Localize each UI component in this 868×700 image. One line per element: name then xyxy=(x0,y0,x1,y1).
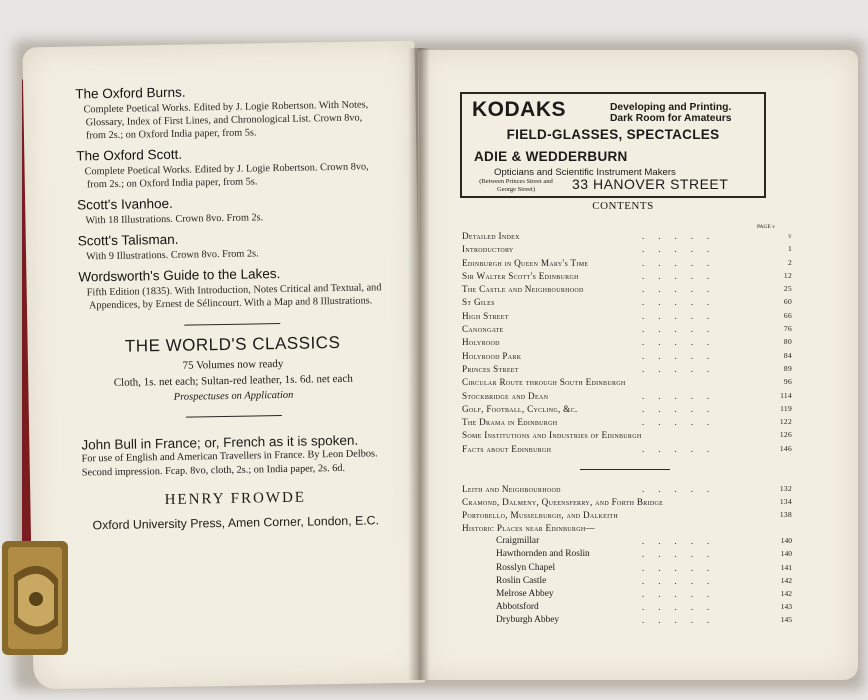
contents-item xyxy=(462,350,792,364)
contents-item-page: 126 xyxy=(779,430,792,440)
contents-item xyxy=(462,523,782,536)
contents-item-label: The Drama in Edinburgh xyxy=(462,417,558,428)
contents-item-page: 60 xyxy=(783,297,792,307)
advert-darkroom: Dark Room for Amateurs xyxy=(610,113,732,124)
contents-item-label: Dryburgh Abbey xyxy=(496,614,560,625)
contents-item-label: Canongate xyxy=(462,324,504,335)
contents-item xyxy=(462,403,792,417)
contents-item xyxy=(462,244,792,257)
contents-item xyxy=(462,297,792,310)
contents-item xyxy=(462,601,792,615)
contents-item xyxy=(462,588,792,602)
leader-dots: ..... xyxy=(642,363,724,374)
contents-item xyxy=(462,363,792,377)
contents-item-page: 138 xyxy=(779,510,792,520)
divider xyxy=(184,323,280,326)
contents-item-page: 12 xyxy=(783,270,792,280)
left-page xyxy=(22,41,425,690)
worlds-classics-subtitle: 75 Volumes now ready xyxy=(182,357,284,372)
advert-location-note: (Between Princes Street and George Street) xyxy=(479,178,553,193)
leader-dots: ..... xyxy=(642,549,724,560)
contents-item xyxy=(462,390,792,404)
contents-item-page: 145 xyxy=(780,614,792,624)
contents-item-page: 119 xyxy=(780,403,792,413)
leader-dots: ..... xyxy=(642,403,724,414)
contents-item-page: 1 xyxy=(787,244,792,254)
contents-item xyxy=(462,562,792,576)
leader-dots: ..... xyxy=(642,443,724,454)
leader-dots: ..... xyxy=(642,575,724,586)
entry-title: Wordsworth's Guide to the Lakes. xyxy=(78,266,281,285)
contents-item xyxy=(462,270,792,284)
entry-oxford-scott xyxy=(76,143,383,191)
contents-item xyxy=(462,324,792,337)
contents-item xyxy=(462,549,792,562)
leader-dots: ..... xyxy=(642,324,724,335)
contents-item-page: 122 xyxy=(779,417,792,427)
entry-oxford-burns xyxy=(75,81,382,142)
contents-title: CONTENTS xyxy=(592,200,654,212)
contents-item-label: Cramond, Dalmeny, Queensferry, and Forth Bridge xyxy=(462,497,664,508)
contents-item-page: 142 xyxy=(780,575,792,585)
contents-item-page: 143 xyxy=(780,601,792,611)
contents-item xyxy=(462,510,792,523)
worlds-classics-title: THE WORLD'S CLASSICS xyxy=(124,332,341,356)
leader-dots: ..... xyxy=(642,350,724,361)
contents-item-label: Historic Places near Edinburgh— xyxy=(462,523,595,534)
entry-description: Fifth Edition (1835). With Introduction, Notes Critical and Textual, and Appendices, by Ernest de Sélincourt. With a Map and 8 Illustrations. xyxy=(86,282,382,312)
contents-item xyxy=(462,417,792,430)
contents-item-label: Princes Street xyxy=(462,363,519,374)
contents-item-page: 84 xyxy=(783,350,792,360)
entry-ivanhoe xyxy=(77,192,383,227)
right-page xyxy=(418,50,858,680)
divider xyxy=(580,469,670,470)
contents-item xyxy=(462,614,792,628)
entry-title: Scott's Ivanhoe. xyxy=(77,195,173,213)
entry-description: With 18 Illustrations. Crown 8vo. From 2s. xyxy=(85,212,264,227)
contents-item-label: High Street xyxy=(462,310,509,321)
contents-item xyxy=(462,284,792,297)
contents-item-page: 141 xyxy=(780,562,792,572)
contents-item-label: Edinburgh in Queen Mary's Time xyxy=(462,257,589,268)
publisher-address: Oxford University Press, Amen Corner, London, E.C. xyxy=(92,513,380,533)
contents-item-label: The Castle and Neighbourhood xyxy=(462,284,584,295)
contents-item-page: 114 xyxy=(780,390,792,400)
left-page-content xyxy=(75,81,389,532)
contents-item-page: 66 xyxy=(783,310,792,320)
leader-dots: ..... xyxy=(642,588,724,599)
contents-item-label: Some Institutions and Industries of Edinburgh xyxy=(462,430,642,441)
leader-dots: ..... xyxy=(642,270,724,281)
contents-item-label: Rosslyn Chapel xyxy=(496,562,556,573)
contents-item xyxy=(462,536,792,549)
contents-item-label: Detailed Index xyxy=(462,231,520,241)
leader-dots: ..... xyxy=(642,231,724,241)
leader-dots: ..... xyxy=(642,484,724,494)
contents-item-page: 142 xyxy=(780,588,792,598)
leader-dots: ..... xyxy=(642,562,724,573)
advert-firm: ADIE & WEDDERBURN xyxy=(474,149,628,164)
contents-item xyxy=(462,443,792,457)
brass-clasp-icon xyxy=(0,535,76,659)
contents-item-page: 2 xyxy=(787,257,792,267)
entry-title: The Oxford Scott. xyxy=(76,146,183,164)
contents-list-secondary xyxy=(462,484,792,628)
contents-item xyxy=(462,377,792,390)
leader-dots: ..... xyxy=(642,310,724,321)
advert-glasses: FIELD-GLASSES, SPECTACLES xyxy=(506,127,720,142)
contents-item-label: Stockbridge and Dean xyxy=(462,390,549,401)
leader-dots: ..... xyxy=(642,297,724,308)
contents-item xyxy=(462,575,792,589)
leader-dots: ..... xyxy=(642,417,724,428)
entry-description: Complete Poetical Works. Edited by J. Logie Robertson. With Notes, Glossary, Index of First Lines, and Chronological List. Crown 8vo, from 2s.; on Oxford India paper, from 5s. xyxy=(83,99,369,142)
leader-dots: ..... xyxy=(642,601,724,612)
contents-item xyxy=(462,484,792,497)
leader-dots: ..... xyxy=(642,536,724,547)
contents-item xyxy=(462,337,792,350)
john-bull-description: For use of English and American Travellers in France. By Leon Delbos. Second impression. Fcap. 8vo, cloth, 2s.; on India paper, 2s. 6d. xyxy=(81,448,378,478)
contents-item-page: 140 xyxy=(780,549,792,559)
contents-item-label: Craigmillar xyxy=(496,536,540,547)
contents-item-label: Holyrood Park xyxy=(462,350,522,361)
entry-description: With 9 Illustrations. Crown 8vo. From 2s. xyxy=(85,248,259,263)
contents-item-page: 132 xyxy=(779,484,792,493)
leader-dots: ..... xyxy=(642,257,724,268)
contents-item-page: 96 xyxy=(783,377,792,387)
advert-developing: Developing and Printing. xyxy=(610,102,732,113)
contents-item-label: Golf, Football, Cycling, &c. xyxy=(462,403,578,414)
contents-item-page: 146 xyxy=(779,443,792,453)
divider xyxy=(186,415,282,418)
page-column-header: PAGE v xyxy=(757,224,775,230)
leader-dots: ..... xyxy=(642,337,724,348)
advert-brand: KODAKS xyxy=(472,98,567,121)
entry-wordsworth xyxy=(78,264,385,312)
contents-item-page: v xyxy=(788,231,792,240)
contents-list xyxy=(462,231,792,457)
contents-item-label: Roslin Castle xyxy=(496,575,547,586)
book-gutter xyxy=(408,48,430,680)
contents-item-label: Circular Route through South Edinburgh xyxy=(462,377,626,388)
contents-item-label: Introductory xyxy=(462,244,514,255)
publisher-name: HENRY FROWDE xyxy=(164,489,307,509)
contents-item-label: Facts about Edinburgh xyxy=(462,443,552,454)
contents-item-page: 140 xyxy=(780,536,792,546)
contents-item-label: Abbotsford xyxy=(496,601,539,612)
contents-item-label: Melrose Abbey xyxy=(496,588,554,599)
worlds-classics-price: Cloth, 1s. net each; Sultan-red leather, 1s. 6d. net each xyxy=(113,372,353,389)
contents-item-label: Portobello, Musselburgh, and Dalkeith xyxy=(462,510,619,521)
contents-item-page: 76 xyxy=(783,324,792,334)
leader-dots: ..... xyxy=(642,390,724,401)
leader-dots: ..... xyxy=(642,244,724,255)
advert-services xyxy=(610,102,732,124)
contents-item-label: Holyrood xyxy=(462,337,500,348)
leader-dots: ..... xyxy=(642,284,724,295)
contents-item-label: Leith and Neighbourhood xyxy=(462,484,561,494)
advert-trade: Opticians and Scientific Instrument Makers xyxy=(494,167,676,178)
contents-item xyxy=(462,497,792,510)
worlds-classics-prospectuses: Prospectuses on Application xyxy=(173,389,294,403)
contents-item xyxy=(462,257,792,271)
contents-item-label: St Giles xyxy=(462,297,495,308)
entry-talisman xyxy=(78,228,384,263)
contents-item-page: 25 xyxy=(783,284,792,294)
advert-address: 33 HANOVER STREET xyxy=(572,176,729,192)
contents-item-label: Sir Walter Scott's Edinburgh xyxy=(462,270,579,281)
kodaks-advert xyxy=(460,92,766,198)
contents-item xyxy=(462,310,792,324)
entry-title: The Oxford Burns. xyxy=(75,84,186,102)
contents-item-page: 89 xyxy=(783,363,792,373)
contents-item xyxy=(462,430,792,443)
entry-title: Scott's Talisman. xyxy=(77,231,179,249)
leader-dots: ..... xyxy=(642,614,724,625)
contents-item-page: 80 xyxy=(783,337,792,347)
entry-description: Complete Poetical Works. Edited by J. Logie Robertson. Crown 8vo, from 2s.; on Oxford India paper, from 5s. xyxy=(84,161,369,191)
contents-item xyxy=(462,231,792,244)
contents-item-page: 134 xyxy=(779,497,792,507)
contents-item-label: Hawthornden and Roslin xyxy=(496,549,590,560)
john-bull-title: John Bull in France; or, French as it is spoken. xyxy=(81,432,359,453)
